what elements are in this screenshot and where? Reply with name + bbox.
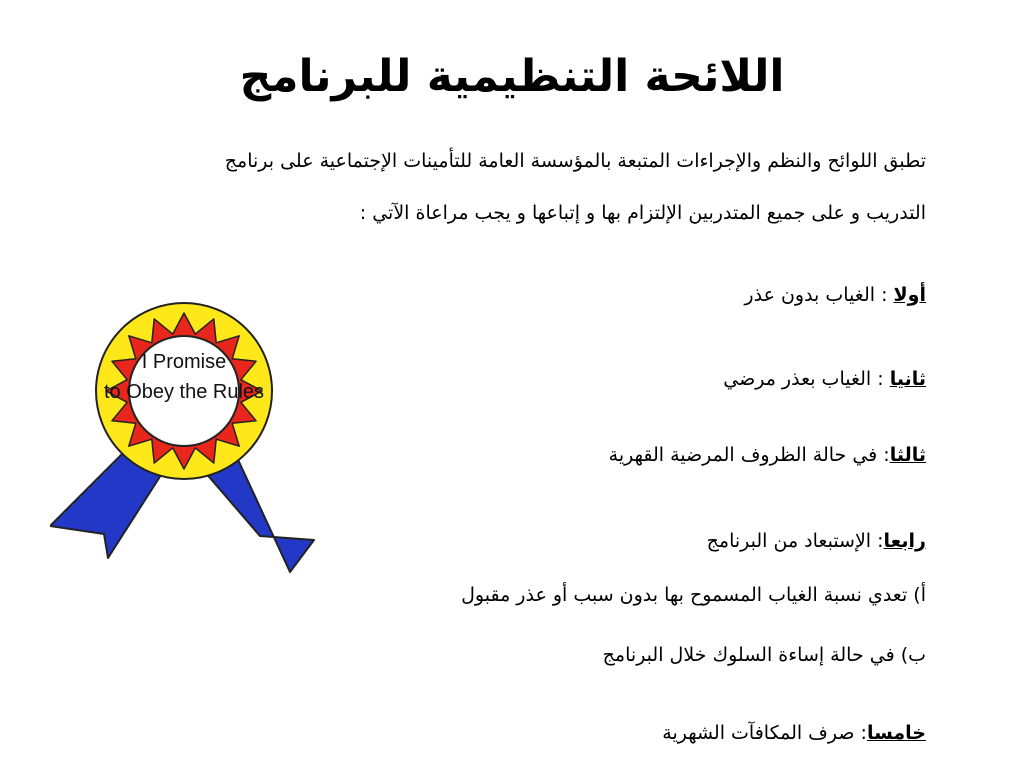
rule-item-4 — [707, 526, 926, 556]
slide-title: اللائحة التنظيمية للبرنامج — [239, 51, 785, 102]
rule-sub-item-b: ب) في حالة إساءة السلوك خلال البرنامج — [602, 644, 926, 666]
rule-label-1: أولا — [893, 284, 926, 306]
rule-sub-item-a: أ) تعدي نسبة الغياب المسموح بها بدون سبب أو عذر مقبول — [461, 584, 926, 606]
rule-separator-5: : — [854, 722, 867, 744]
rule-label-4: رابعا — [883, 530, 926, 552]
award-ribbon-icon — [50, 288, 318, 574]
intro-line-1: تطبق اللوائح والنظم والإجراءات المتبعة بالمؤسسة العامة للتأمينات الإجتماعية على برنامج — [224, 150, 926, 172]
rule-text-1: الغياب بدون عذر — [744, 284, 876, 306]
rule-text-2: الغياب بعذر مرضي — [723, 368, 872, 390]
badge-text-line-2: to Obey the Rules — [103, 381, 265, 403]
rule-label-2: ثانيا — [889, 368, 926, 390]
intro-line-2: التدريب و على جميع المتدربين الإلتزام بها و إتباعها و يجب مراعاة الآتي : — [359, 202, 926, 224]
rule-item-2 — [723, 364, 926, 394]
rule-text-4: الإستبعاد من البرنامج — [706, 530, 872, 552]
promise-badge-illustration — [50, 288, 318, 574]
rule-text-5: صرف المكافآت الشهرية — [662, 722, 855, 744]
rule-label-5: خامسا — [866, 722, 926, 744]
rule-item-3 — [609, 440, 926, 470]
badge-text-line-1: I Promise — [141, 351, 227, 373]
rule-separator-4: : — [871, 530, 884, 552]
rule-item-5 — [662, 718, 926, 748]
rule-text-3: في حالة الظروف المرضية القهرية — [608, 444, 878, 466]
rule-label-3: ثالثا — [889, 444, 926, 466]
rule-separator-1: : — [875, 284, 894, 306]
rule-item-1 — [744, 280, 926, 310]
rule-separator-3: : — [877, 444, 890, 466]
rule-separator-2: : — [871, 368, 890, 390]
